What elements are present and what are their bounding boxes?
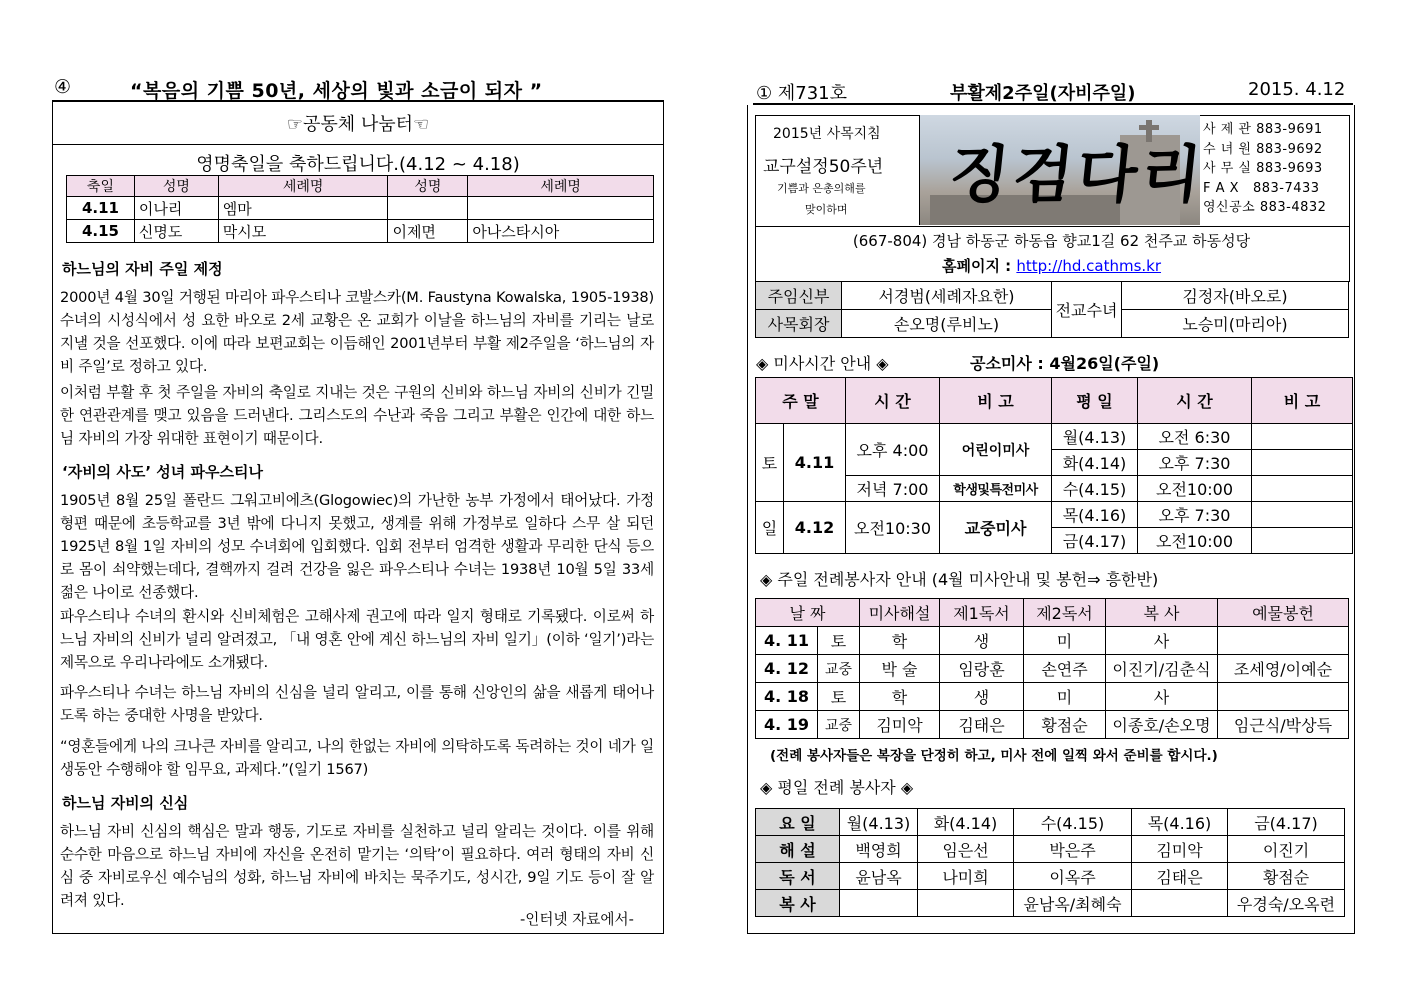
table-cell: 이옥주: [1014, 863, 1132, 890]
table-row: [67, 197, 654, 220]
liturgical-day: 부활제2주일(자비주일): [950, 83, 1136, 104]
table-cell: 엠마: [218, 197, 388, 220]
weekend-day: 일: [756, 502, 784, 554]
table-row: [756, 890, 1345, 917]
header-cell: 요 일: [756, 809, 840, 836]
table-cell: 이제면: [388, 220, 468, 243]
contact-list: [1203, 120, 1326, 218]
council-name: 손오명(루비노): [842, 310, 1052, 338]
table-cell: 생: [940, 683, 1024, 711]
header-cell: 비 고: [940, 378, 1052, 424]
mass-note: 교중미사: [940, 502, 1052, 554]
paragraph: 2000년 4월 30일 거행된 마리아 파우스티나 코발스카(M. Faustyna Kowalska, 1905-1938) 수녀의 시성식에서 성 요한 바오로 2세 교황은 온 교회가 이날을 하느님의 자비를 기리는 날로 지낼 것을 선포했다. 이에 따라 보편교회는 이듬해인 2001년부터 부활 제2주일을 ‘하느님의 자비 주일’로 정하고 있다.: [60, 289, 654, 375]
feast-day-table: [66, 175, 654, 243]
table-cell: 학: [860, 683, 940, 711]
weekday-time: 오전10:00: [1138, 528, 1252, 554]
table-row: [756, 282, 1349, 310]
header-cell: 축일: [67, 176, 135, 197]
table-cell: [388, 197, 468, 220]
weekday-label: 목(4.16): [1052, 502, 1138, 528]
table-cell: 김태은: [1132, 863, 1228, 890]
motto-line: 교구설정50주년: [763, 157, 884, 177]
motto-line: 맞이하며: [805, 203, 848, 216]
table-row: [756, 627, 1349, 655]
section-heading-faustina: ‘자비의 사도’ 성녀 파우스티나: [62, 463, 263, 481]
weekday-label: 수(4.15): [1052, 476, 1138, 502]
sister-name: 노승미(마리아): [1122, 310, 1349, 338]
header-cell: 주 말: [756, 378, 846, 424]
table-cell: 이종호/손오명: [1106, 711, 1218, 739]
table-cell: 4. 12: [756, 655, 818, 683]
servers-table-header: [756, 599, 1349, 627]
paragraph: 1905년 8월 25일 폴란드 그워고비에츠(Glogowiec)의 가난한 농부 가정에서 태어났다. 가정형편 때문에 초등학교를 3년 밖에 다니지 못했고, 생계를 위해 가정부로 일하다 스무 살 되던 1925년 8월 1일 자비의 성모 수녀회에 입회했다. 입회 전부터 엄격한 생활과 무리한 단식 등으로 몸이 쇠약했는데다, 결핵까지 걸려 건강을 잃은 파우스티나 수녀는 1938년 10월 5일 33세 젊은 나이로 선종했다.: [60, 492, 654, 601]
header-cell: 월(4.13): [840, 809, 918, 836]
weekday-note: [1252, 424, 1353, 450]
table-cell: 생: [940, 627, 1024, 655]
table-row: [756, 502, 1353, 528]
weekday-time: 오후 7:30: [1138, 450, 1252, 476]
weekday-time: 오후 7:30: [1138, 502, 1252, 528]
header-cell: 평 일: [1052, 378, 1138, 424]
header-cell: 예물봉헌: [1218, 599, 1349, 627]
section-heading-devotion: 하느님 자비의 신심: [62, 794, 189, 812]
header-cell: 시 간: [1138, 378, 1252, 424]
section-heading-mercy-sunday: 하느님의 자비 주일 제정: [62, 260, 223, 278]
sister-label: 전교수녀: [1052, 282, 1122, 338]
table-cell: [918, 890, 1014, 917]
table-row: [756, 836, 1345, 863]
header-cell: 화(4.14): [918, 809, 1014, 836]
contact-line: 사 무 실 883-9693: [1203, 161, 1323, 176]
table-cell: 학: [860, 627, 940, 655]
header-cell: 날 짜: [756, 599, 860, 627]
homepage-link[interactable]: http://hd.cathms.kr: [1016, 257, 1162, 275]
left-page-number: ④: [54, 76, 72, 98]
paragraph: 파우스티나 수녀는 하느님 자비의 신심을 널리 알리고, 이를 통해 신앙인의 삶을 새롭게 태어나도록 하는 중대한 사명을 받았다.: [60, 684, 654, 724]
table-cell: 임은선: [918, 836, 1014, 863]
header-cell: 목(4.16): [1132, 809, 1228, 836]
paragraph: 파우스티나 수녀의 환시와 신비체험은 고해사제 권고에 따라 일지 형태로 기록됐다. 이로써 하느님 자비의 신비가 널리 알려졌고, 「내 영혼 안에 계신 하느님의 자비 일기」(이하 ‘일기’)라는 제목으로 우리나라에도 소개됐다.: [60, 608, 654, 671]
table-cell: [468, 197, 654, 220]
table-cell: 미: [1024, 683, 1106, 711]
paragraph: 하느님 자비 신심의 핵심은 말과 행동, 기도로 자비를 실천하고 널리 알리는 것이다. 이를 위해 순수한 마음으로 하느님 자비에 자신을 온전히 맡기는 ‘의탁’이 필요하다. 여러 형태의 자비 신심 중 자비로우신 예수님의 성화, 하느님 자비에 바치는 묵주기도, 성시간, 9일 기도 등이 잘 알려져 있다.: [60, 823, 654, 909]
mass-time: 오후 4:00: [846, 424, 940, 476]
homepage-label: 홈페이지 :: [941, 257, 1017, 275]
table-cell: 4. 11: [756, 627, 818, 655]
weekday-note: [1252, 476, 1353, 502]
church-address: (667-804) 경남 하동군 하동읍 향교1길 62 천주교 하동성당: [852, 232, 1251, 250]
weekend-day: 토: [756, 424, 784, 502]
servers-notice: (전례 봉사자들은 복장을 단정히 하고, 미사 전에 일찍 와서 준비를 합시다.): [770, 748, 1218, 764]
table-row: [67, 220, 654, 243]
table-cell: 이진기/김춘식: [1106, 655, 1218, 683]
table-cell: [840, 890, 918, 917]
sister-name: 김정자(바오로): [1122, 282, 1349, 310]
weekday-time: 오전 6:30: [1138, 424, 1252, 450]
table-cell: 미: [1024, 627, 1106, 655]
weekday-note: [1252, 528, 1353, 554]
feast-day-title: 영명축일을 축하드립니다.(4.12 ~ 4.18): [196, 154, 520, 175]
contact-line: 영신공소 883-4832: [1203, 200, 1327, 215]
table-cell: 4. 18: [756, 683, 818, 711]
header-cell: 제1독서: [940, 599, 1024, 627]
table-cell: 박 술: [860, 655, 940, 683]
table-cell: 윤남옥: [840, 863, 918, 890]
table-row: [756, 655, 1349, 683]
table-row: [756, 863, 1345, 890]
header-cell: 미사해설: [860, 599, 940, 627]
table-row: [756, 424, 1353, 450]
table-cell: 임랑훈: [940, 655, 1024, 683]
header-cell: 시 간: [846, 378, 940, 424]
mission-mass-note: 공소미사 : 4월26일(주일): [970, 354, 1160, 373]
staff-table: [755, 281, 1349, 338]
table-cell: 4. 19: [756, 711, 818, 739]
sunday-servers-table: [755, 598, 1349, 739]
table-row: [756, 476, 1353, 502]
table-cell: 신명도: [134, 220, 218, 243]
header-cell: 금(4.17): [1228, 809, 1345, 836]
community-box-title: ☞공동체 나눔터☜: [286, 114, 430, 135]
header-cell: 수(4.15): [1014, 809, 1132, 836]
table-cell: 4.15: [67, 220, 135, 243]
weekday-servers-table: [755, 808, 1345, 917]
row-label: 독 서: [756, 863, 840, 890]
sunday-servers-title: ◈ 주일 전례봉사자 안내 (4월 미사안내 및 봉헌⇒ 흥한반): [760, 570, 1159, 589]
mass-table-header: [756, 378, 1353, 424]
table-cell: 이진기: [1228, 836, 1345, 863]
row-label: 해 설: [756, 836, 840, 863]
table-cell: 이나리: [134, 197, 218, 220]
contact-line: 수 녀 원 883-9692: [1203, 141, 1323, 157]
table-cell: 나미희: [918, 863, 1014, 890]
table-cell: 토: [818, 683, 860, 711]
table-cell: 김미악: [1132, 836, 1228, 863]
mass-schedule-title: ◈ 미사시간 안내 ◈: [756, 354, 889, 373]
feast-table-header: [67, 176, 654, 197]
table-cell: 임근식/박상득: [1218, 711, 1349, 739]
council-label: 사목회장: [756, 310, 842, 338]
homepage-row: [755, 255, 1348, 276]
weekday-label: 금(4.17): [1052, 528, 1138, 554]
weekday-servers-title: ◈ 평일 전례 봉사자 ◈: [760, 778, 914, 797]
table-row: [756, 711, 1349, 739]
motto-line: 2015년 사목지침: [773, 126, 881, 142]
box-title-divider: [52, 144, 664, 145]
table-cell: 토: [818, 627, 860, 655]
table-cell: [1132, 890, 1228, 917]
table-cell: 사: [1106, 683, 1218, 711]
issue-date: 2015. 4.12: [1248, 79, 1346, 100]
weekday-note: [1252, 450, 1353, 476]
table-cell: 교중: [818, 711, 860, 739]
table-cell: [1218, 627, 1349, 655]
table-row: [756, 809, 1345, 836]
weekday-label: 월(4.13): [1052, 424, 1138, 450]
issue-number: ① 제731호: [756, 83, 847, 104]
header-cell: 제2독서: [1024, 599, 1106, 627]
table-cell: 박은주: [1014, 836, 1132, 863]
weekend-date: 4.12: [784, 502, 846, 554]
mass-time: 오전10:30: [846, 502, 940, 554]
table-cell: 우경숙/오옥련: [1228, 890, 1345, 917]
contact-line: F A X 883-7433: [1203, 180, 1320, 196]
table-cell: 교중: [818, 655, 860, 683]
table-cell: 사: [1106, 627, 1218, 655]
table-cell: 백영희: [840, 836, 918, 863]
pastor-name: 서경범(세례자요한): [842, 282, 1052, 310]
newsletter-logo: 징검다리: [945, 138, 1209, 211]
table-cell: 김태은: [940, 711, 1024, 739]
table-cell: 황점순: [1024, 711, 1106, 739]
table-cell: 황점순: [1228, 863, 1345, 890]
row-label: 복 사: [756, 890, 840, 917]
table-row: [756, 683, 1349, 711]
contact-line: 사 제 관 883-9691: [1203, 122, 1323, 137]
mass-time: 저녁 7:00: [846, 476, 940, 502]
header-cell: 세례명: [468, 176, 654, 197]
table-cell: [1218, 683, 1349, 711]
header-cell: 성명: [388, 176, 468, 197]
quote-paragraph: “영혼들에게 나의 크나큰 자비를 알리고, 나의 한없는 자비에 의탁하도록 독려하는 것이 네가 일생동안 수행해야 할 임무요, 과제다.”(일기 1567): [60, 738, 654, 778]
table-cell: 막시모: [218, 220, 388, 243]
header-cell: 비 고: [1252, 378, 1353, 424]
table-cell: 김미악: [860, 711, 940, 739]
header-cell: 복 사: [1106, 599, 1218, 627]
weekday-time: 오전10:00: [1138, 476, 1252, 502]
header-cell: 세례명: [218, 176, 388, 197]
motto-line: 기쁨과 은총의해를: [777, 182, 866, 195]
mass-note: 학생및특전미사: [940, 476, 1052, 502]
weekend-date: 4.11: [784, 424, 846, 502]
table-cell: 조세영/이예순: [1218, 655, 1349, 683]
mass-note: 어린이미사: [940, 424, 1052, 476]
table-cell: 아나스타시아: [468, 220, 654, 243]
pastor-label: 주임신부: [756, 282, 842, 310]
weekday-label: 화(4.14): [1052, 450, 1138, 476]
paragraph: 이처럼 부활 후 첫 주일을 자비의 축일로 지내는 것은 구원의 신비와 하느님 자비의 신비가 긴밀한 연관관계를 맺고 있음을 드러낸다. 그리스도의 수난과 죽음 그리고 부활은 인간에 대한 하느님 자비의 가장 위대한 표현이기 때문이다.: [60, 384, 654, 447]
table-cell: 4.11: [67, 197, 135, 220]
header-cell: 성명: [134, 176, 218, 197]
table-cell: 윤남옥/최혜숙: [1014, 890, 1132, 917]
source-credit: -인터넷 자료에서-: [520, 911, 634, 928]
left-header-title: “복음의 기쁨 50년, 세상의 빛과 소금이 되자 ”: [130, 80, 543, 102]
mass-schedule-table: [755, 377, 1353, 554]
table-cell: 손연주: [1024, 655, 1106, 683]
weekday-note: [1252, 502, 1353, 528]
